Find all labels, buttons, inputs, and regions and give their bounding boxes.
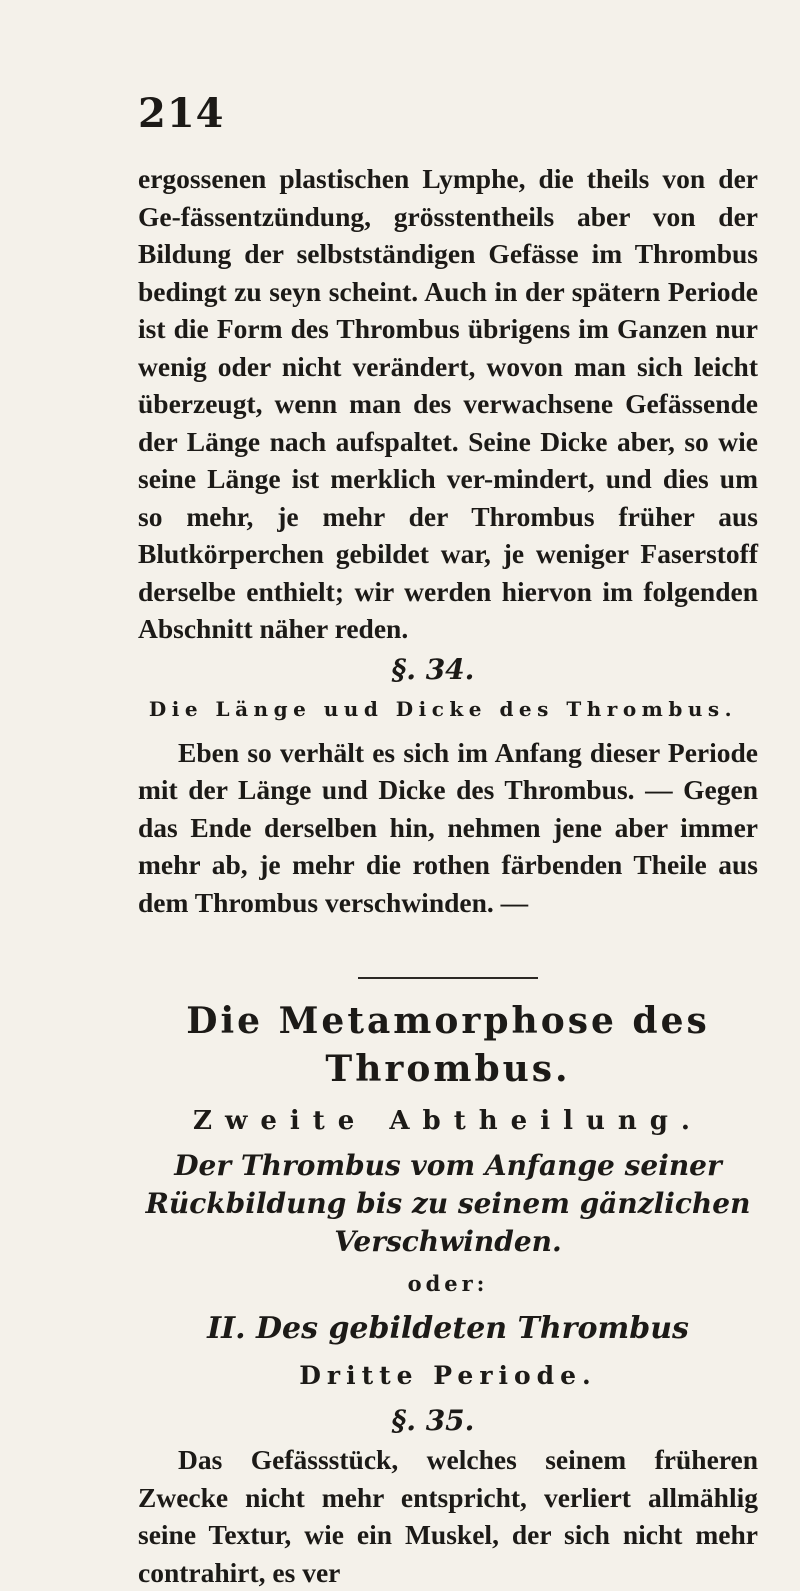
page-body [138,160,758,1591]
page-number: 214 [138,90,225,137]
chapter-title: Die Metamorphose des Thrombus. [186,1000,710,1090]
section-heading-34: Die Länge uud Dicke des Thrombus. [148,696,738,721]
section-number-34: §. 34. [391,652,475,686]
part-title: II. Des gebildeten Thrombus [207,1311,689,1346]
paragraph-gefaessstueck: Das Gefässstück, welches seinem früheren Zwecke nicht mehr entspricht, verliert allmählig seine Textur, wie ein Muskel, der sich nicht mehr contrahirt, es ver [138,1444,758,1588]
divider-rule [358,977,538,979]
paragraph-lymphe: ergossenen plastischen Lymphe, die theils von der Ge-fässentzündung, grösstentheils aber von der Bildung der selbstständigen Gefässe im Thrombus bedingt zu seyn scheint. Auch in der spätern Periode ist die Form des Thrombus übrigens im Ganzen nur wenig oder nicht verändert, wovon man sich leicht überzeugt, wenn man des verwachsene Gefässende der Länge nach aufspaltet. Seine Dicke aber, so wie seine Länge ist merklich ver-mindert, und dies um so mehr, je mehr der Thrombus früher aus Blutkörperchen gebildet war, je weniger Faserstoff derselbe enthielt; wir werden hiervon im folgenden Abschnitt näher reden. [138,163,758,644]
oder-label: oder: [407,1271,489,1296]
section-number-35: §. 35. [391,1404,475,1437]
division-heading: Zweite Abtheilung. [193,1106,703,1136]
paragraph-laenge-dicke: Eben so verhält es sich im Anfang dieser Periode mit der Länge und Dicke des Thrombus. — Gegen das Ende derselben hin, nehmen jene aber immer mehr ab, je mehr die rothen färbenden Theile aus dem Thrombus verschwinden. — [138,736,758,918]
period-heading: Dritte Periode. [299,1361,597,1390]
division-subtitle: Der Thrombus vom Anfange seiner Rückbildung bis zu seinem gänzlichen Verschwinden. [145,1149,751,1258]
